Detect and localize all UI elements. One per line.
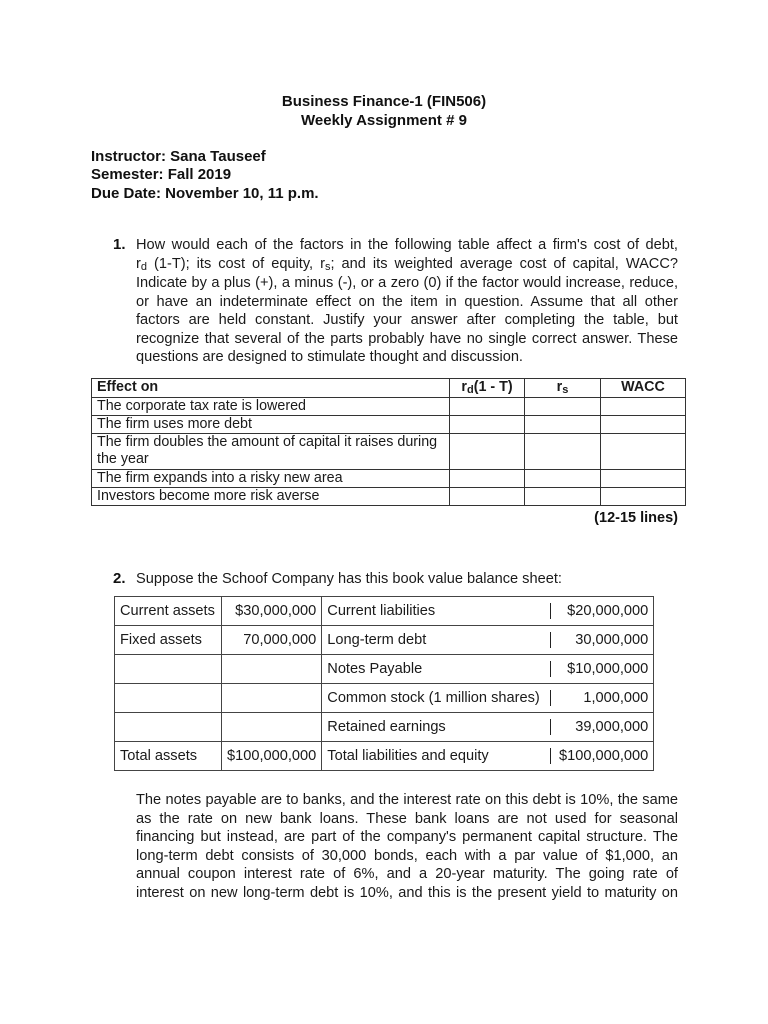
bs-cell [222,684,322,713]
bs-cell [222,655,322,684]
q2-line: financing but instead, are part of the company's permanent capital structure. The [136,829,678,845]
q1-line: or have an indeterminate effect on the item in question. Assume that all other [136,293,678,310]
bs-cell: Total assets [115,742,222,771]
effect-cell: The firm uses more debt [92,416,450,434]
question-2-paragraph [136,791,678,902]
bs-cell: Total liabilities and equity [322,742,551,771]
rd-symbol: r [136,255,141,272]
bs-cell [222,713,322,742]
q1-line: factors are held constant. Justify your answer after completing the table, but [136,312,678,328]
balance-sheet-table [114,596,654,771]
q1-line-2-b: ; and its weighted average cost of capital, WACC? [330,255,678,272]
q2-line: interest on new long-term debt is 10%, and this is the present yield to maturity on [136,884,678,901]
rd-subscript: d [140,260,147,273]
assignment-title: Weekly Assignment # 9 [301,112,467,129]
bs-cell: 39,000,000 [550,713,654,742]
question-2-intro: Suppose the Schoof Company has this book value balance sheet: [136,571,562,587]
effect-cell: Investors become more risk averse [92,488,450,506]
due-date-line: Due Date: November 10, 11 p.m. [91,185,319,202]
answer-cell[interactable] [450,488,525,506]
header-rd-post: (1 - T) [473,379,513,395]
header-rd-symbol: r [461,379,467,395]
header-rs [525,379,601,398]
q2-line: long-term debt consists of 30,000 bonds, each with a par value of $1,000, an [136,847,678,864]
table-row [115,684,654,713]
question-1-number: 1. [113,236,126,253]
bs-cell: 30,000,000 [550,626,654,655]
header-rs-sub: s [562,384,569,396]
header-effect-on: Effect on [92,379,450,398]
header-rd [450,379,525,398]
bs-cell: Long-term debt [322,626,551,655]
answer-cell[interactable] [601,488,686,506]
bs-cell: Notes Payable [322,655,551,684]
q2-line: as the rate on new bank loans. These bank loans are not used for seasonal [136,810,678,827]
bs-cell: $10,000,000 [550,655,654,684]
q1-line-2-a: (1-T); its cost of equity, [147,255,321,272]
table-row [92,398,686,416]
table-row [92,416,686,434]
table-row [115,742,654,771]
bs-cell [115,684,222,713]
answer-cell[interactable] [525,416,601,434]
answer-cell[interactable] [525,434,601,470]
rs-subscript: s [325,260,331,273]
q1-line: Indicate by a plus (+), a minus (-), or a zero (0) if the factor would increase, reduce, [136,275,678,291]
semester-line: Semester: Fall 2019 [91,166,232,183]
header-rd-sub: d [466,384,474,396]
effect-cell: The corporate tax rate is lowered [92,398,450,416]
bs-cell: $20,000,000 [550,597,654,626]
bs-cell [115,655,222,684]
bs-cell: 70,000,000 [222,626,322,655]
answer-cell[interactable] [525,488,601,506]
question-2-number: 2. [113,570,126,587]
answer-cell[interactable] [525,470,601,488]
table-row [92,470,686,488]
table-row [115,626,654,655]
q1-line: How would each of the factors in the following table affect a firm's cost of debt, [136,237,678,253]
answer-cell[interactable] [450,470,525,488]
answer-cell[interactable] [601,398,686,416]
answer-cell[interactable] [525,398,601,416]
bs-cell: Current liabilities [322,597,551,626]
answer-cell[interactable] [601,416,686,434]
bs-cell: $100,000,000 [222,742,322,771]
lines-note: (12-15 lines) [594,510,678,526]
table-row [115,597,654,626]
answer-cell[interactable] [601,434,686,470]
table-row [115,713,654,742]
q2-line: The notes payable are to banks, and the interest rate on this debt is 10%, the same [136,792,678,808]
bs-cell: $100,000,000 [550,742,654,771]
instructor-line: Instructor: Sana Tauseef [91,148,266,165]
answer-cell[interactable] [450,416,525,434]
bs-cell: Fixed assets [115,626,222,655]
bs-cell [115,713,222,742]
bs-cell: Retained earnings [322,713,551,742]
q1-line: recognize that several of the parts probably have no single correct answer. These [136,330,678,347]
bs-cell: $30,000,000 [222,597,322,626]
effect-cell: The firm doubles the amount of capital it raises during the year [92,434,450,470]
answer-cell[interactable] [450,398,525,416]
rs-symbol: r [320,255,325,272]
effect-table [91,378,686,506]
q2-line: annual coupon interest rate of 6%, and a 20-year maturity. The going rate of [136,866,678,882]
course-title: Business Finance-1 (FIN506) [281,93,487,110]
table-row [92,488,686,506]
q1-line-2 [136,255,678,275]
effect-cell: The firm expands into a risky new area [92,470,450,488]
bs-cell: Common stock (1 million shares) [322,684,551,713]
effect-table-header [92,379,686,398]
table-row [92,434,686,470]
answer-cell[interactable] [601,470,686,488]
header-rs-symbol: r [556,379,563,395]
header-wacc: WACC [601,379,686,398]
question-1-text [136,236,678,367]
bs-cell: 1,000,000 [550,684,654,713]
answer-cell[interactable] [450,434,525,470]
table-row [115,655,654,684]
q1-line: questions are designed to stimulate thought and discussion. [136,349,523,365]
bs-cell: Current assets [115,597,222,626]
